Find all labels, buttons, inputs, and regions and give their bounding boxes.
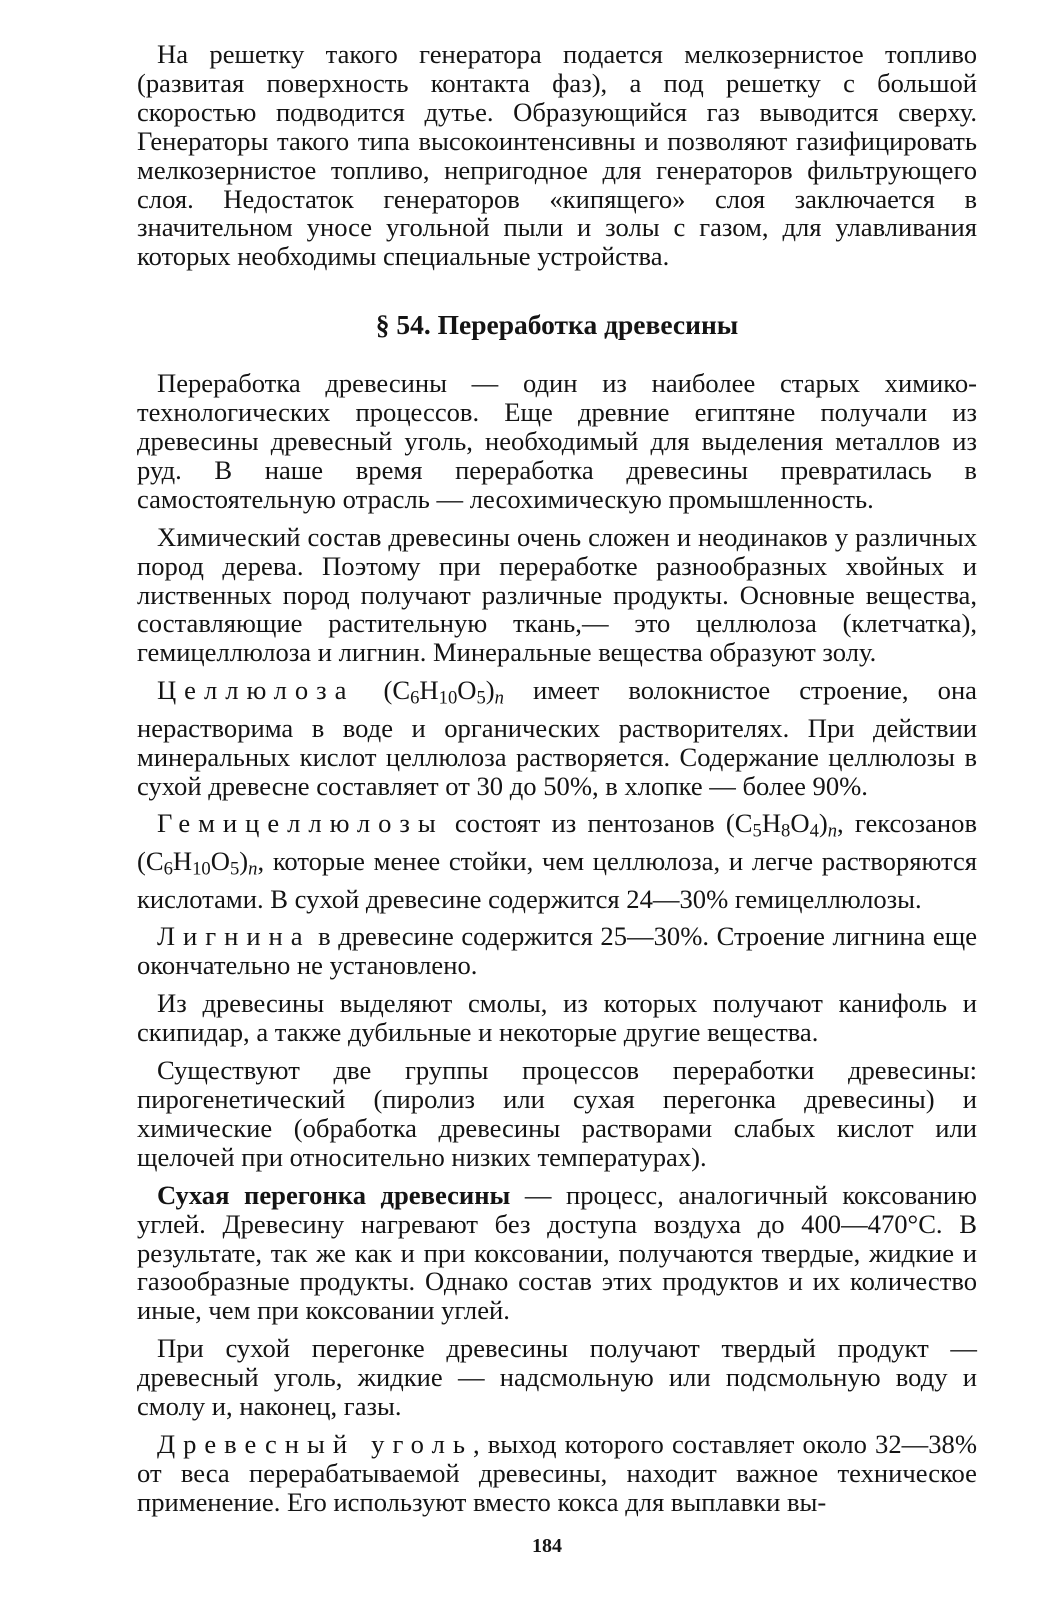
paragraph-products: При сухой перегонке древесины получают твердый продукт — древесный уголь, жидкие — надсмольную или подсмольную воду и смолу и, наконец, газы. [137, 1333, 977, 1422]
intro-paragraph: На решетку такого генератора подается мелкозернистое топливо (развитая поверхность контакта фаз), а под решетку с большой скоростью подводится дутье. Образующийся газ выводится сверху. Генераторы такого типа высокоинтенсивны и позволяют газифицировать мелкозернистое топливо, непригодное для генераторов фильтрующего слоя. Недостаток генераторов «кипящего» слоя заключается в значительном уносе угольной пыли и золы с газом, для улавливания которых необходимы специальные устройства. [137, 39, 977, 272]
body-text [137, 40, 977, 1517]
paragraph-charcoal: Древесный уголь, выход которого составляет около 32—38% от веса перерабатываемой древесины, находит важное техническое применение. Его используют вместо кокса для выплавки вы- [137, 1428, 977, 1517]
paragraph-resins: Из древесины выделяют смолы, из которых получают канифоль и скипидар, а также дубильные и некоторые другие вещества. [137, 988, 977, 1048]
term-cellulose: Целлюлоза [157, 675, 355, 706]
paragraph-chemical-composition: Химический состав древесины очень сложен и неодинаков у различных пород дерева. Поэтому при переработке разнообразных хвойных и лиственных пород получают различные продукты. Основные вещества, составляющие растительную ткань,— это целлюлоза (клетчатка), гемицеллюлоза и лигнин. Минеральные вещества образуют золу. [137, 521, 977, 668]
paragraph-process-groups: Существуют две группы процессов переработки древесины: пирогенетический (пиролиз или сухая перегонка древесины) и химические (обработка древесины растворами слабых кислот или щелочей при относительно низких температурах). [137, 1055, 977, 1172]
section-heading: § 54. Переработка древесины [375, 309, 739, 341]
paragraph-cellulose: Целлюлоза $(C_6H_{10}O_5)_n$ имеет волокнистое строение, она нерастворима в воде и органических растворителях. При действии минеральных кислот целлюлоза растворяется. Содержание целлюлозы в сухой древесне составляет от 30 до 50%, в хлопке — более 90%. [137, 675, 977, 801]
paragraph-dry-distillation: Сухая перегонка древесины — процесс, аналогичный коксованию углей. Древесину нагревают без доступа воздуха до 400—470°С. В результате, так же как и при коксовании, получаются твердые, жидкие и газообразные продукты. Однако состав этих продуктов и их количество иные, чем при коксовании углей. [137, 1179, 977, 1326]
term-hemicellulose: Гемицеллюлозы [157, 808, 444, 839]
paragraph-lignin: Лигнина в древесине содержится 25—30%. Строение лигнина еще окончательно не установлено. [137, 921, 977, 981]
term-dry-distillation: Сухая перегонка древесины [157, 1179, 511, 1210]
term-charcoal: Древесный уголь [157, 1428, 473, 1459]
term-lignin: Лигнина [157, 921, 311, 952]
page-number: 184 [532, 1534, 562, 1557]
paragraph-hemicellulose: Гемицеллюлозы состоят из пентозанов $(C_5H_8O_4)_n$, гексозанов $(C_6H_{10}O_5)_n$, которые менее стойки, чем целлюлоза, и легче растворяются кислотами. В сухой древесине содержится 24—30% гемицеллюлозы. [137, 808, 977, 914]
paragraph-wood-processing: Переработка древесины — один из наиболее старых химико-технологических процессов. Еще древние египтяне получали из древесины древесный уголь, необходимый для выделения металлов из руд. В наше время переработка древесины превратилась в самостоятельную отрасль — лесохимическую промышленность. [137, 368, 977, 514]
